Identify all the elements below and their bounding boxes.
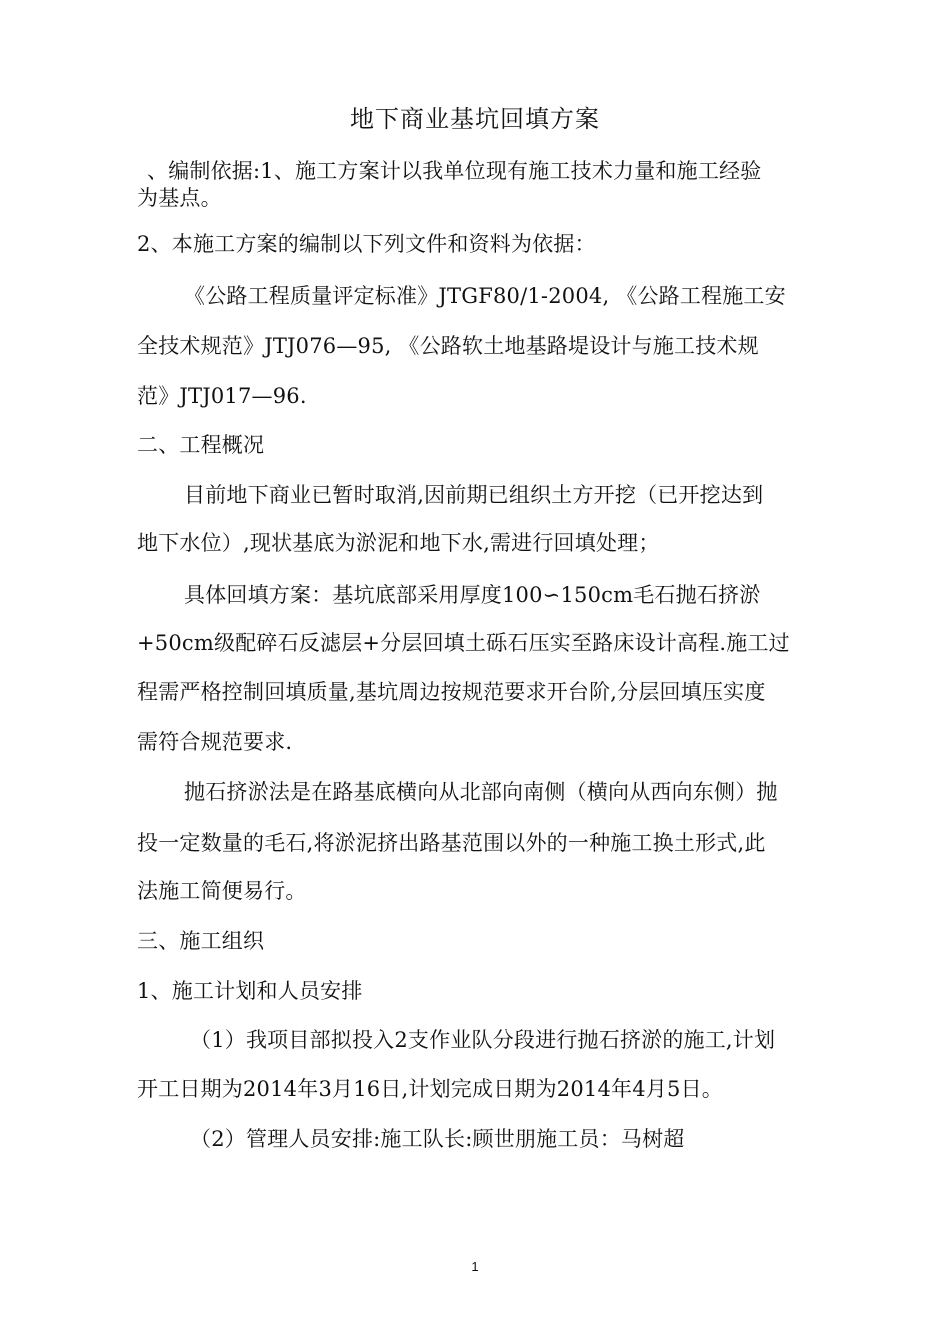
backfill-plan-line-1: 具体回填方案：基坑底部采用厚度100∽150cm毛石抛石挤淤 [184, 583, 761, 607]
plan-item-1-line-1: （1）我项目部拟投入2支作业队分段进行抛石挤淤的施工,计划 [190, 1028, 776, 1052]
overview-line-2: 地下水位）,现状基底为淤泥和地下水,需进行回填处理； [137, 531, 660, 555]
backfill-plan-line-4: 需符合规范要求. [137, 730, 293, 754]
standards-line-3: 范》JTJ017—96. [137, 384, 307, 408]
overview-line-1: 目前地下商业已暂时取消,因前期已组织土方开挖（已开挖达到 [184, 483, 764, 507]
standards-line-2: 全技术规范》JTJ076—95, 《公路软土地基路堤设计与施工技术规 [137, 334, 759, 358]
page-number: 1 [471, 1259, 479, 1274]
standards-line-1: 《公路工程质量评定标准》JTGF80/1-2004, 《公路工程施工安 [184, 284, 786, 308]
plan-item-1-line-2: 开工日期为2014年3月16日,计划完成日期为2014年4月5日。 [137, 1077, 723, 1101]
basis-line-2: 为基点。 [137, 186, 222, 210]
subsection-heading-1: 1、施工计划和人员安排 [137, 979, 363, 1003]
basis-line-1: 、编制依据:1、施工方案计以我单位现有施工技术力量和施工经验 [147, 159, 762, 183]
document-title: 地下商业基坑回填方案 [350, 105, 600, 133]
basis-item-2: 2、本施工方案的编制以下列文件和资料为依据： [137, 232, 596, 256]
section-heading-2: 二、工程概况 [137, 433, 265, 457]
method-line-2: 投一定数量的毛石,将淤泥挤出路基范围以外的一种施工换土形式,此 [137, 831, 766, 855]
backfill-plan-line-2: +50cm级配碎石反滤层+分层回填土砾石压实至路床设计高程.施工过 [137, 631, 790, 655]
method-line-3: 法施工简便易行。 [137, 879, 307, 903]
backfill-plan-line-3: 程需严格控制回填质量,基坑周边按规范要求开台阶,分层回填压实度 [137, 680, 766, 704]
plan-item-2: （2）管理人员安排:施工队长:顾世朋施工员：马树超 [190, 1127, 685, 1151]
section-heading-3: 三、施工组织 [137, 929, 265, 953]
method-line-1: 抛石挤淤法是在路基底横向从北部向南侧（横向从西向东侧）抛 [184, 780, 778, 804]
